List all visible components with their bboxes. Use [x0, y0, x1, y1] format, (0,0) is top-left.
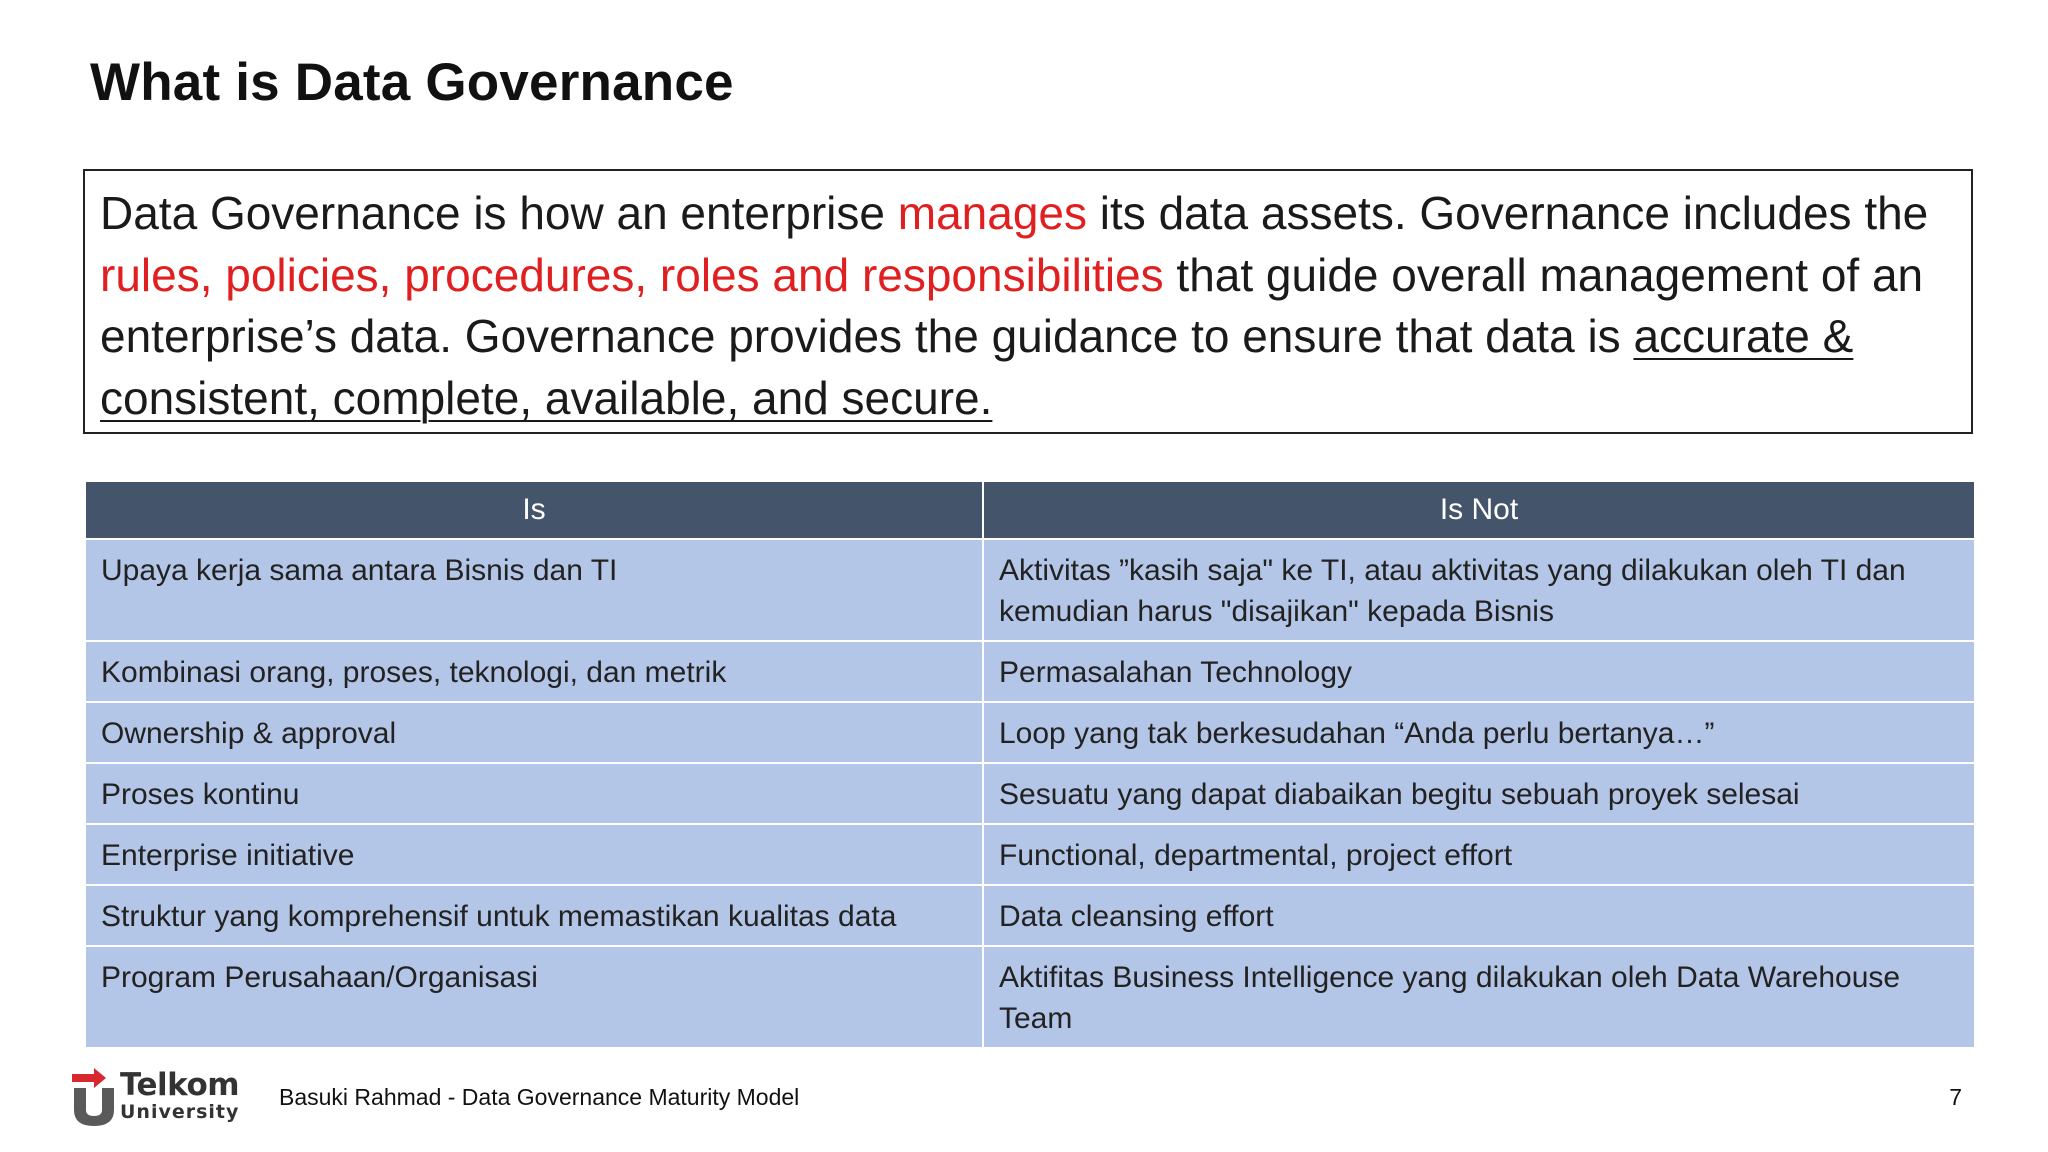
table-cell-is-not: Sesuatu yang dapat diabaikan begitu sebuah proyek selesai: [983, 763, 1975, 824]
table-cell-is-not: Data cleansing effort: [983, 885, 1975, 946]
table-cell-is: Upaya kerja sama antara Bisnis dan TI: [85, 539, 983, 641]
footer-text: Basuki Rahmad - Data Governance Maturity Model: [279, 1084, 800, 1110]
logo-line-telkom: Telkom: [120, 1067, 240, 1103]
table-row: [85, 885, 1975, 946]
table-row: [85, 702, 1975, 763]
definition-box: [83, 169, 1973, 434]
table-row: [85, 824, 1975, 885]
table-row: [85, 641, 1975, 702]
table-row: [85, 946, 1975, 1048]
table-cell-is-not: Permasalahan Technology: [983, 641, 1975, 702]
definition-underlined-qualities: accurate & consistent, complete, available, and secure.: [100, 310, 1854, 424]
table-cell-is: Ownership & approval: [85, 702, 983, 763]
definition-text-3: that guide overall management of an enterprise’s data. Governance provides the guidance to ensure that data is: [100, 248, 1924, 362]
table-cell-is: Enterprise initiative: [85, 824, 983, 885]
column-header-is: Is: [85, 481, 983, 539]
column-header-is-not: Is Not: [983, 481, 1975, 539]
table-row: [85, 539, 1975, 641]
table-cell-is-not: Loop yang tak berkesudahan “Anda perlu bertanya…”: [983, 702, 1975, 763]
table-row: [85, 763, 1975, 824]
table-cell-is: Kombinasi orang, proses, teknologi, dan metrik: [85, 641, 983, 702]
slide-title: What is Data Governance: [90, 53, 734, 112]
page-number: 7: [1949, 1084, 1962, 1110]
telkom-logo-mark-icon: [72, 1068, 116, 1126]
logo-line-university: University: [120, 1101, 240, 1123]
table-cell-is: Program Perusahaan/Organisasi: [85, 946, 983, 1048]
is-isnot-table: [84, 480, 1974, 1049]
telkom-university-logo: [72, 1068, 242, 1128]
definition-highlight-manages: manages: [897, 187, 1088, 239]
table-cell-is: Proses kontinu: [85, 763, 983, 824]
logo-wordmark: [120, 1068, 239, 1122]
table-cell-is-not: Aktifitas Business Intelligence yang dilakukan oleh Data Warehouse Team: [983, 946, 1975, 1048]
definition-text-1: Data Governance is how an enterprise: [100, 187, 898, 239]
definition-highlight-rules: rules, policies, procedures, roles and responsibilities: [100, 248, 1164, 301]
table-header-row: [85, 481, 1975, 539]
table-cell-is-not: Aktivitas ”kasih saja" ke TI, atau aktivitas yang dilakukan oleh TI dan kemudian harus "disajikan" kepada Bisnis: [983, 539, 1975, 641]
definition-text-2: its data assets. Governance includes the: [1087, 187, 1929, 239]
table-cell-is: Struktur yang komprehensif untuk memastikan kualitas data: [85, 885, 983, 946]
table-cell-is-not: Functional, departmental, project effort: [983, 824, 1975, 885]
